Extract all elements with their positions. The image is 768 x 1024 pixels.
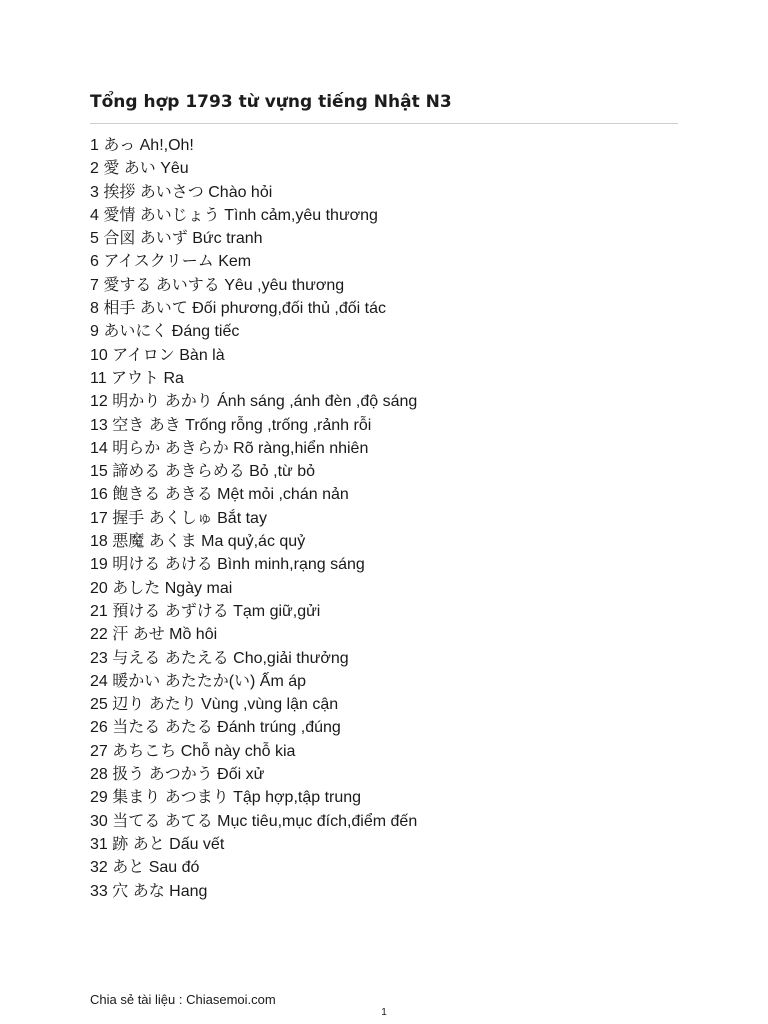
vocabulary-item: 26 当たる あたる Đánh trúng ,đúng — [90, 719, 341, 737]
vocabulary-item: 16 飽きる あきる Mệt mỏi ,chán nản — [90, 486, 349, 504]
vocabulary-item: 3 挨拶 あいさつ Chào hỏi — [90, 183, 273, 201]
title-divider — [90, 123, 678, 124]
vocabulary-item: 12 明かり あかり Ánh sáng ,ánh đèn ,độ sáng — [90, 393, 418, 411]
vocabulary-item: 27 あちこち Chỗ này chỗ kia — [90, 742, 296, 760]
footer-credit: Chia sẻ tài liệu : Chiasemoi.com — [90, 992, 276, 1007]
vocabulary-item: 2 愛 あい Yêu — [90, 160, 189, 178]
vocabulary-item: 5 合図 あいず Bức tranh — [90, 230, 263, 248]
vocabulary-item: 10 アイロン Bàn là — [90, 346, 225, 364]
vocabulary-item: 18 悪魔 あくま Ma quỷ,ác quỷ — [90, 533, 306, 551]
document-title: Tổng hợp 1793 từ vựng tiếng Nhật N3 — [90, 92, 452, 112]
vocabulary-item: 17 握手 あくしゅ Bắt tay — [90, 509, 267, 527]
vocabulary-item: 20 あした Ngày mai — [90, 579, 233, 597]
vocabulary-item: 11 アウト Ra — [90, 369, 184, 387]
vocabulary-item: 25 辺り あたり Vùng ,vùng lận cận — [90, 696, 339, 714]
vocabulary-item: 13 空き あき Trống rỗng ,trống ,rảnh rỗi — [90, 416, 372, 434]
vocabulary-item: 8 相手 あいて Đối phương,đối thủ ,đối tác — [90, 300, 387, 318]
vocabulary-item: 22 汗 あせ Mồ hôi — [90, 626, 218, 644]
vocabulary-item: 9 あいにく Đáng tiếc — [90, 323, 240, 341]
vocabulary-item: 28 扱う あつかう Đối xử — [90, 766, 265, 784]
page-number: 1 — [381, 1007, 387, 1018]
vocabulary-item: 19 明ける あける Bình minh,rạng sáng — [90, 556, 365, 574]
vocabulary-item: 24 暖かい あたたか(い) Ấm áp — [90, 672, 307, 690]
vocabulary-item: 33 穴 あな Hang — [90, 882, 208, 900]
vocabulary-item: 23 与える あたえる Cho,giải thưởng — [90, 649, 349, 667]
vocabulary-item: 29 集まり あつまり Tập hợp,tập trung — [90, 789, 362, 807]
vocabulary-item: 15 諦める あきらめる Bỏ ,từ bỏ — [90, 463, 315, 481]
vocabulary-item: 6 アイスクリーム Kem — [90, 253, 252, 271]
vocabulary-item: 7 愛する あいする Yêu ,yêu thương — [90, 276, 345, 294]
vocabulary-item: 21 預ける あずける Tạm giữ,gửi — [90, 602, 321, 620]
vocabulary-item: 4 愛情 あいじょう Tình cảm,yêu thương — [90, 206, 378, 224]
vocabulary-list — [90, 134, 690, 903]
vocabulary-item: 32 あと Sau đó — [90, 859, 200, 877]
vocabulary-item: 30 当てる あてる Mục tiêu,mục đích,điểm đến — [90, 812, 418, 830]
vocabulary-item: 14 明らか あきらか Rõ ràng,hiển nhiên — [90, 439, 369, 457]
vocabulary-item: 31 跡 あと Dấu vết — [90, 835, 225, 853]
vocabulary-item: 1 あっ Ah!,Oh! — [90, 137, 194, 154]
